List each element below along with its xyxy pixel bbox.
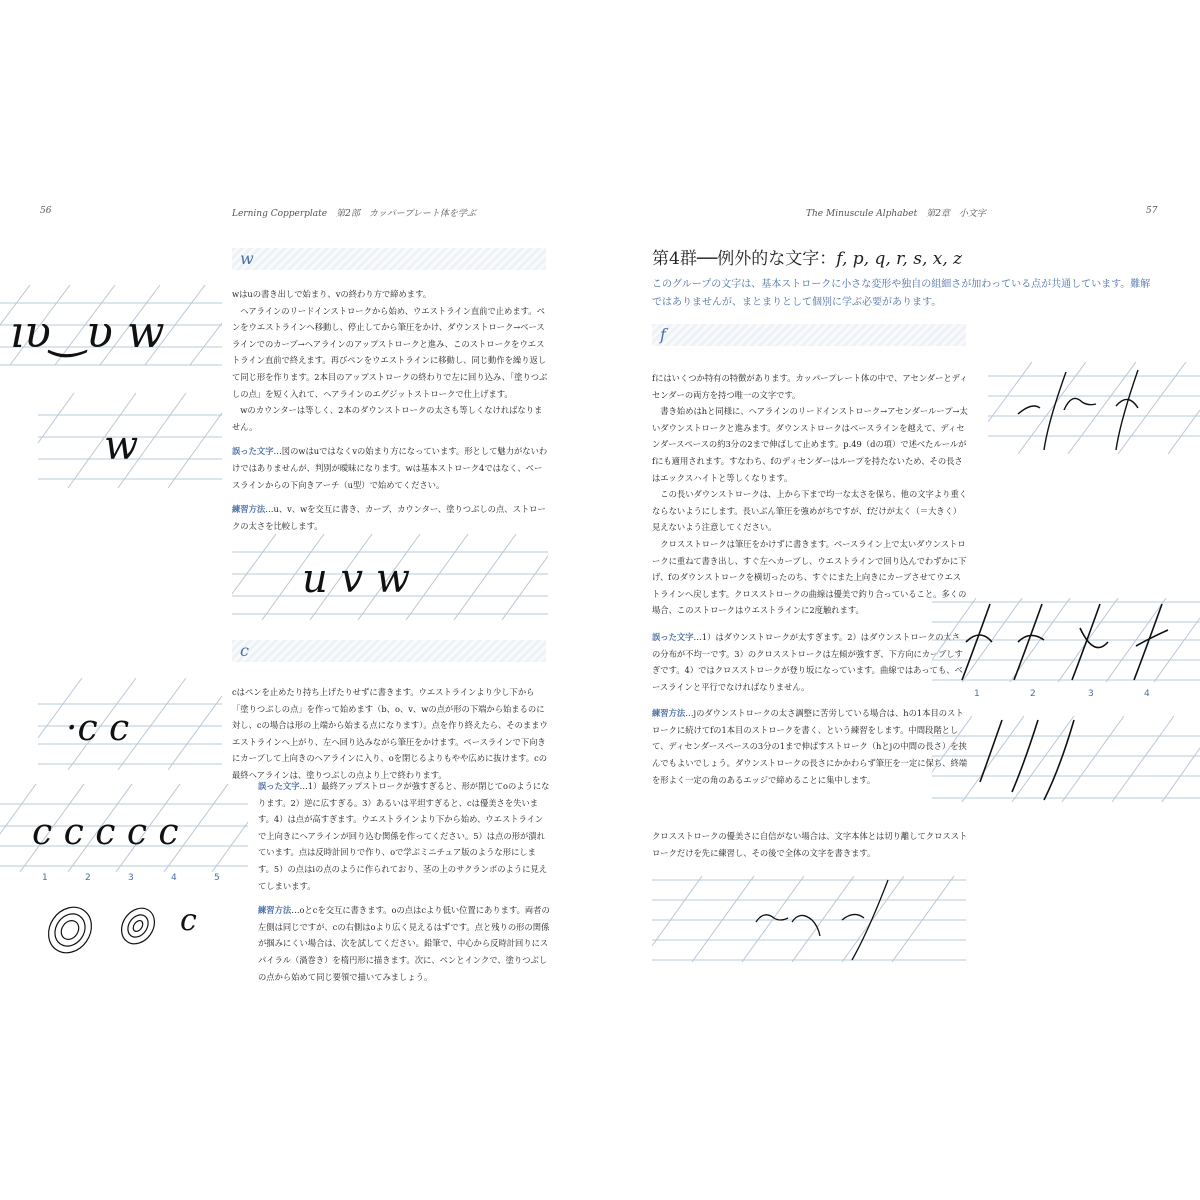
svg-text:·c c: ·c c — [66, 708, 130, 749]
c-error-label: 誤った文字 — [258, 781, 300, 791]
section-bar-w — [232, 248, 546, 270]
c-number-4: 4 — [171, 873, 177, 883]
f-number-3: 3 — [1088, 689, 1094, 699]
f-paragraph-1: fにはいくつか特有の特徴があります。カッパープレート体の中で、アセンダーとディセンダーの両方を持つ唯一の文字です。 — [652, 373, 968, 400]
f-error-label: 誤った文字 — [652, 631, 694, 642]
c-number-5: 5 — [214, 873, 220, 883]
w-stroke-sequence-illustration — [0, 285, 222, 371]
w-error-text: …図のwはuではなくvの始まり方になっています。形として魅力がないわけではありませんが、判別が曖昧になります。wは基本ストローク4ではなく、ベースラインからの下向きアーチ（u型）で始めてください。 — [232, 446, 548, 490]
svg-text:c: c — [180, 903, 197, 938]
c-text-block — [232, 684, 550, 784]
left-running-header: Lerning Copperplate 第2部 カッパープレート体を学ぶ — [232, 209, 476, 219]
c-practice-label: 練習方法 — [258, 905, 292, 916]
c-number-2: 2 — [85, 873, 91, 883]
w-error-note — [232, 443, 548, 493]
w-text-block — [232, 286, 548, 534]
w-paragraph-3: wのカウンターは等しく、2本のダウンストロークの太さも等しくなければなりません。 — [232, 405, 543, 432]
w-practice-label: 練習方法 — [232, 504, 266, 515]
group-lead: このグループの文字は、基本ストロークに小さな変形や独自の組細さが加わっている点が共通しています。難解ではありませんが、まとまりとして個別に学ぶ必要があります。 — [652, 279, 1151, 308]
f-cross-stroke-illustration — [652, 876, 966, 962]
f-error-text: …1）はダウンストロークが太すぎます。2）はダウンストロークの太さの分布が不均一です。3）のクロスストロークは左傾が強すぎ、下方向にカーブしすぎです。4）ではクロスストロークが登り坂になっています。曲線ではあっても、ベースラインと平行でなければなりません。 — [652, 631, 963, 692]
c-stroke-illustration — [38, 678, 222, 770]
f-number-1: 1 — [974, 689, 980, 699]
w-paragraph-1: wはuの書き出しで始まり、vの終わり方で締めます。 — [232, 289, 432, 299]
c-sample-numbers — [0, 873, 248, 887]
w-paragraph-2: ヘアラインのリードインストロークから始め、ウエストライン直前で止めます。ペンをウエストラインへ移動し、停止してから筆圧をかけ、ダウンストローク→ベースラインでのカーブ→ヘアラインのアップストロークと進み、このストロークをウエストライン直前で終えます。再びペンをウエストラインに移動し、同じ動作を繰り返して同じ形を作ります。2本目のアップストロークの終わりで左に回り込み、「塗りつぶしの点」を短く入れて、ヘアラインのエグジットストロークで仕上げます。 — [232, 305, 548, 399]
c-notes-block — [258, 778, 550, 985]
f-practice-text: …jのダウンストロークの太さ調整に苦労している場合は、hの1本目のストロークに続けてfの1本目のストロークを書く、という練習をします。中間段階として、ディセンダースペースの3分の1まで伸ばすストローク（hとjの中間の長さ）を挟んでもよいでしょう。ダウンストロークの長さにかかわらず筆圧を一定に保ち、終端を形よく一定の角のあるエッジで締めることに集中します。 — [652, 708, 968, 785]
f-stroke-sequence-illustration — [988, 362, 1200, 454]
f-practice-note — [652, 705, 968, 788]
group-heading-letters: f, p, q, r, s, x, z — [836, 249, 963, 269]
c-number-1: 1 — [42, 873, 48, 883]
c-samples: c c c c c — [32, 812, 179, 853]
svg-text:w: w — [104, 423, 139, 469]
w-error-label: 誤った文字 — [232, 446, 274, 457]
right-page-number: 57 — [1146, 206, 1158, 216]
left-page-number: 56 — [40, 206, 52, 216]
f-text-block — [652, 370, 968, 861]
f-paragraph-4: クロスストロークは筆圧をかけずに書きます。ベースライン上で太いダウンストロークに重ねて書き出し、すぐ左へカーブし、ウエストラインで回り込んでわずかに下げ、fのダウンストロークを横切ったのち、すぐにまた上向きにカーブさせてウエストラインへ戻します。クロスストロークの曲線は優美で釣り合っていること。多くの場合、このストロークはウエストラインに2度触れます。 — [652, 538, 967, 616]
c-number-3: 3 — [128, 873, 134, 883]
f-practice-illustration — [932, 716, 1200, 802]
section-letter-w: w — [240, 249, 254, 268]
f-practice-label: 練習方法 — [652, 708, 686, 719]
section-letter-f: f — [660, 325, 666, 344]
c-error-samples-illustration — [0, 784, 248, 872]
f-paragraph-3: この長いダウンストロークは、上から下まで均一な太さを保ち、他の文字より重くならないようにします。長いぶん筆圧を強めがちですが、fだけが太く（＝大きく）見えないよう注意してください。 — [652, 489, 968, 533]
f-error-samples-illustration — [932, 598, 1200, 682]
spiral-practice-illustration — [28, 892, 218, 962]
c-paragraph: cはペンを止めたり持ち上げたりせずに書きます。ウエストラインより少し下から「塗りつぶしの点」を作って始めます（b、o、v、wの点が形の下端から始まるのに対し、cの場合は形の上端から始まる点になります）。点を作り終えたら、そのままウエストラインへ上がり、左へ回り込みながら筆圧をかけます。ベースラインで下向きにカーブして上向きのヘアラインに入り、oを閉じるよりもやや広めに抜けます。cの最終ヘアラインは、塗りつぶしの点より上で終わります。 — [232, 687, 548, 780]
svg-text:ıυ‿υ w: ıυ‿υ w — [10, 307, 165, 358]
right-running-header: The Minuscule Alphabet 第2章 小文字 — [806, 209, 986, 219]
f-sample-numbers — [932, 689, 1200, 703]
section-letter-c: c — [240, 641, 249, 660]
group-lead-block — [652, 276, 1160, 312]
c-error-note — [258, 778, 550, 894]
f-number-2: 2 — [1030, 689, 1036, 699]
section-bar-f — [652, 324, 966, 346]
c-error-text: …1）最終アップストロークが強すぎると、形が閉じてoのようになります。2）逆に広すぎる。3）あるいは平坦すぎると、cは優美さを失います。4）は点が高すぎます。ウエストラインより下から始め、ウエストラインで上向きにヘアラインが回り込む関係を作ってください。5）は点の形が潰れています。点は反時計回りで作り、oで学ぶミニチュア版のような形にします。5）の点はiの点のように作られており、茎の上のサクランボのように見えてしまいます。 — [258, 781, 550, 891]
section-bar-c — [232, 640, 546, 662]
c-practice-text: …oとcを交互に書きます。oの点はcより低い位置にあります。両者の左側は同じですが、cの右側はoより広く見えるはずです。点と残りの形の関係が掴みにくい場合は、次を試してください。鉛筆で、中心から反時計回りにスパイラル（渦巻き）を楕円形に描きます。次に、ペンとインクで、塗りつぶしの点から始めて同じ要領で描いてみましょう。 — [258, 905, 550, 982]
group-heading-text: 第4群──例外的な文字： — [652, 249, 837, 269]
w-practice-note — [232, 501, 548, 534]
uvw-practice-illustration — [232, 534, 548, 620]
f-number-4: 4 — [1144, 689, 1150, 699]
uvw-practice-letters: u v w — [302, 556, 411, 602]
f-error-note — [652, 629, 968, 695]
f-cross-note: クロスストロークの優美さに自信がない場合は、文字本体とは切り離してクロスストロークだけを先に練習し、その後で全体の文字を書きます。 — [652, 831, 968, 858]
c-practice-note — [258, 902, 550, 985]
group-heading — [652, 244, 962, 269]
f-paragraph-2: 書き始めはhと同様に、ヘアラインのリードインストローク→アセンダーループ→太いダウンストロークと進みます。ダウンストロークはベースラインを越えて、ディセンダースペースの約3分の2まで伸ばして止めます。p.49（dの項）で述べたルールがfにも適用されます。すなわち、fのディセンダーはループを持たないため、その長さはエックスハイトと等しくなります。 — [652, 406, 968, 483]
w-letter-illustration — [38, 393, 222, 488]
w-practice-text: …u、v、wを交互に書き、カーブ、カウンター、塗りつぶしの点、ストロークの太さを比較します。 — [232, 504, 546, 531]
